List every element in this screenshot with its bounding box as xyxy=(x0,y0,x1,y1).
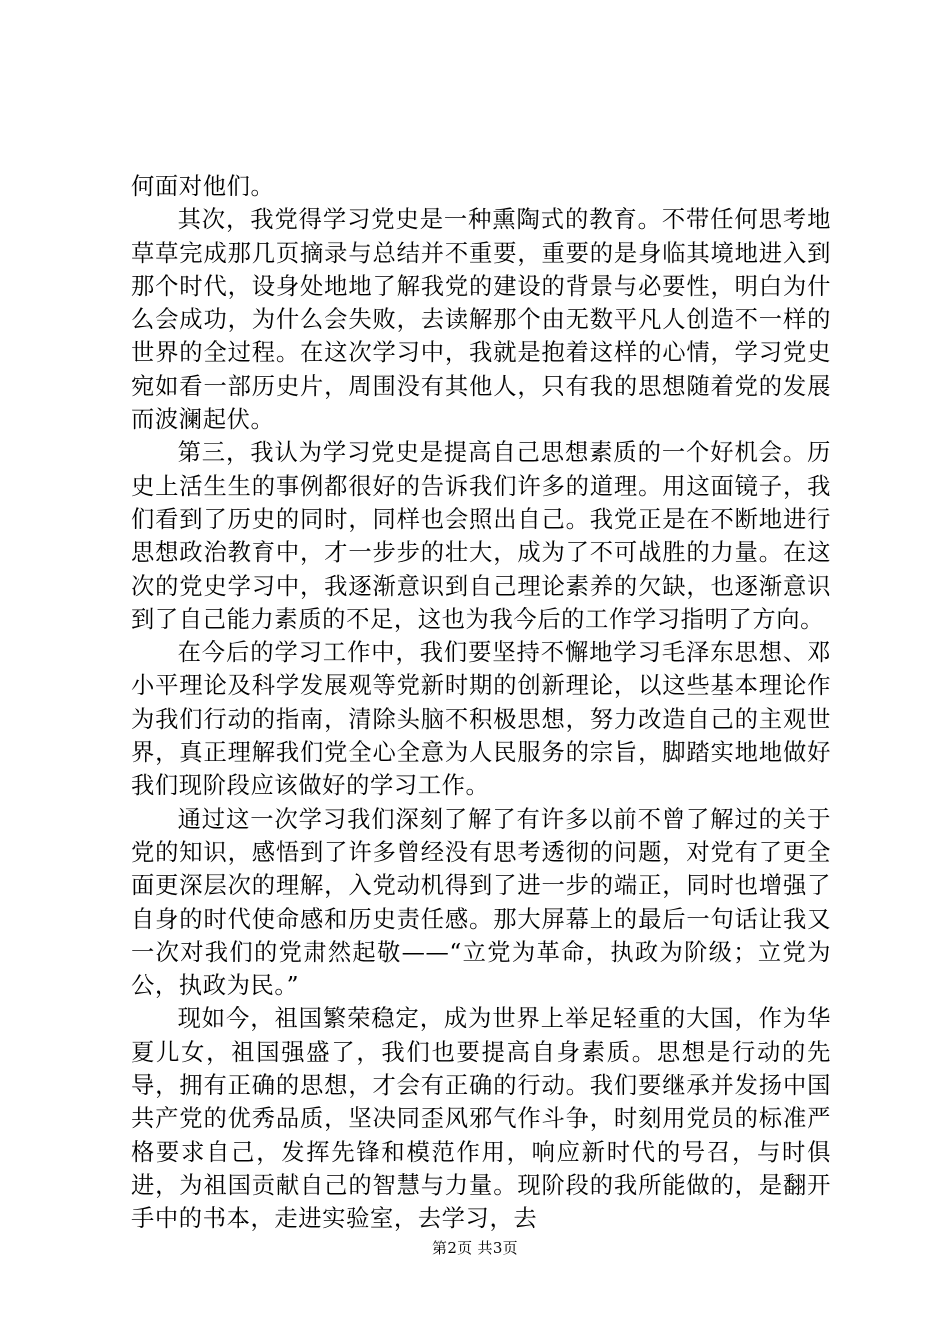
page-number-footer: 第2页 共3页 xyxy=(432,1239,518,1257)
paragraph-second-point: 其次，我党得学习党史是一种熏陶式的教育。不带任何思考地草草完成那几页摘录与总结并不重要，重要的是身临其境地进入到那个时代，设身处地地了解我党的建设的背景与必要性，明白为什么会成功，为什么会失败，去读解那个由无数平凡人创造不一样的世界的全过程。在这次学习中，我就是抱着这样的心情，学习党史宛如看一部历史片，周围没有其他人，只有我的思想随着党的发展而波澜起伏。 xyxy=(131,206,831,434)
document-body xyxy=(131,170,831,1236)
paragraph-future-study: 在今后的学习工作中，我们要坚持不懈地学习毛泽东思想、邓小平理论及科学发展观等党新时期的创新理论，以这些基本理论作为我们行动的指南，清除头脑不积极思想，努力改造自己的主观世界，真正理解我们党全心全意为人民服务的宗旨，脚踏实地地做好我们现阶段应该做好的学习工作。 xyxy=(131,639,831,800)
paragraph-third-point: 第三，我认为学习党史是提高自己思想素质的一个好机会。历史上活生生的事例都很好的告诉我们许多的道理。用这面镜子，我们看到了历史的同时，同样也会照出自己。我党正是在不断地进行思想政治教育中，才一步步的壮大，成为了不可战胜的力量。在这次的党史学习中，我逐渐意识到自己理论素养的欠缺，也逐渐意识到了自己能力素质的不足，这也为我今后的工作学习指明了方向。 xyxy=(131,439,831,633)
paragraph-continuation: 何面对他们。 xyxy=(131,173,275,200)
paragraph-learning-gains: 通过这一次学习我们深刻了解了有许多以前不曾了解过的关于党的知识，感悟到了许多曾经没有思考透彻的问题，对党有了更全面更深层次的理解，入党动机得到了进一步的端正，同时也增强了自身的时代使命感和历史责任感。那大屏幕上的最后一句话让我又一次对我们的党肃然起敬——“立党为革命，执政为阶级；立党为公，执政为民。” xyxy=(131,805,831,1000)
paragraph-present-day: 现如今，祖国繁荣稳定，成为世界上举足轻重的大国，作为华夏儿女，祖国强盛了，我们也要提高自身素质。思想是行动的先导，拥有正确的思想，才会有正确的行动。我们要继承并发扬中国共产党的优秀品质，坚决同歪风邪气作斗争，时刻用党员的标准严格要求自己，发挥先锋和模范作用，响应新时代的号召，与时俱进，为祖国贡献自己的智慧与力量。现阶段的我所能做的，是翻开手中的书本，走进实验室，去学习，去 xyxy=(131,1005,831,1233)
